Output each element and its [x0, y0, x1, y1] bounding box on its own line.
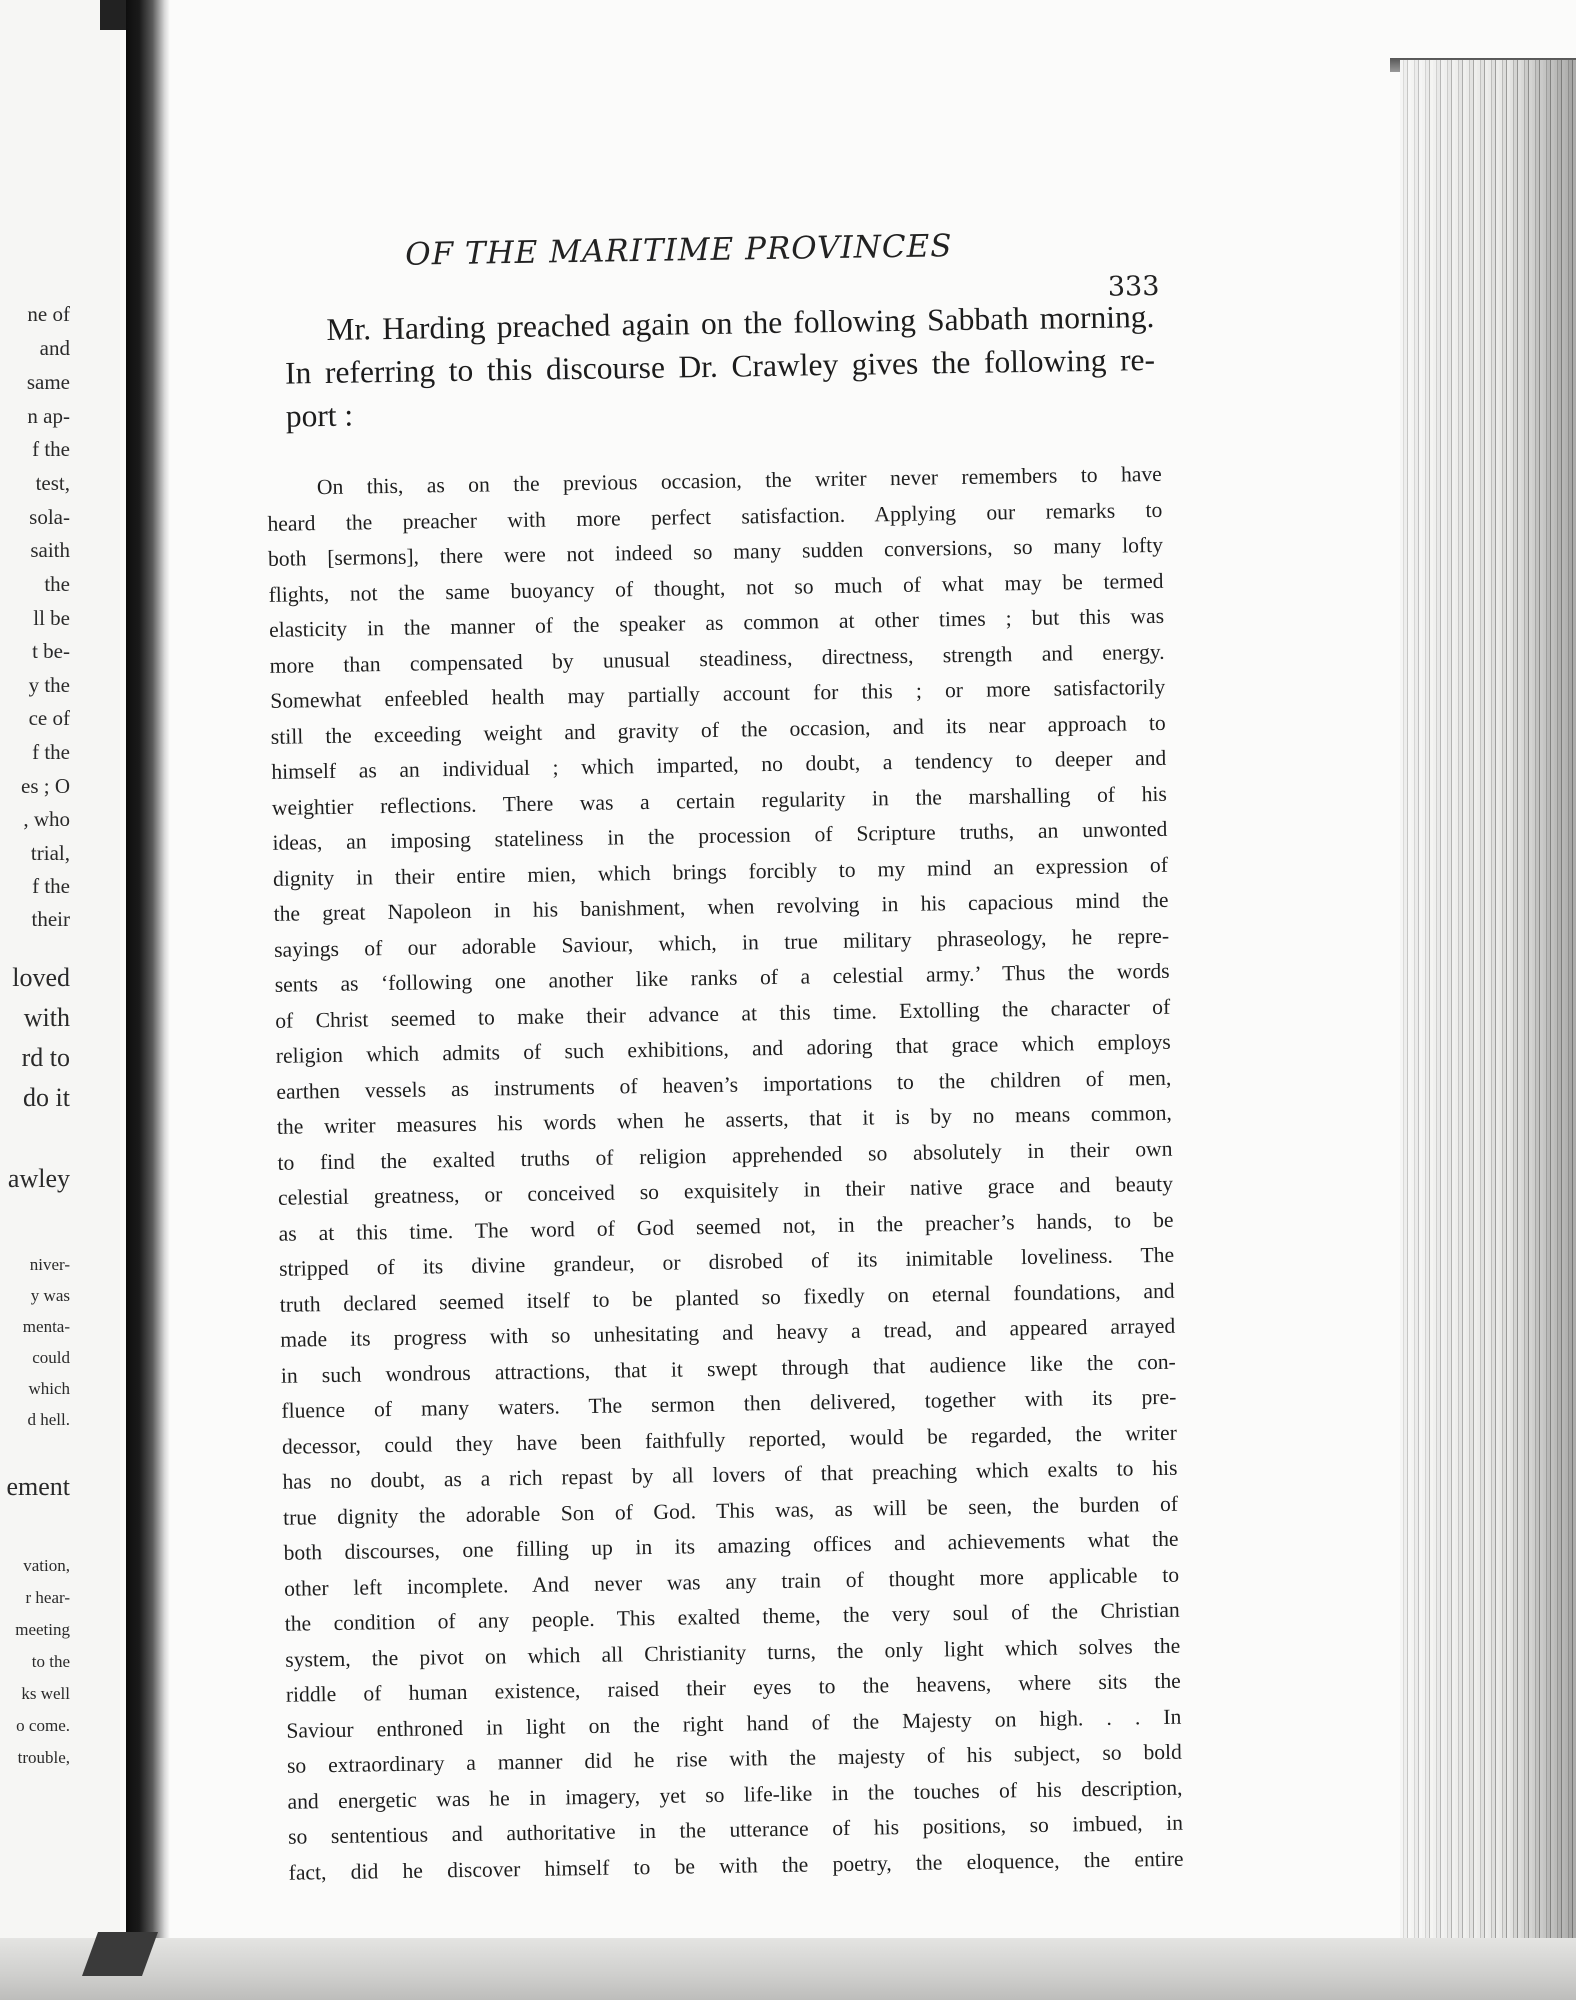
left-page-fragment: meeting	[15, 1620, 70, 1639]
left-page-fragment: their	[31, 907, 70, 931]
left-page-fragment: could	[32, 1348, 70, 1367]
page-number: 333	[1107, 270, 1160, 303]
left-page-fragment: d hell.	[27, 1410, 70, 1429]
book-page-333	[195, 225, 1200, 1885]
quote-line: On this, as on the previous occasion, the writer never remembers to have	[316, 461, 1162, 500]
quote-line: still the exceeding weight and gravity of the occasion, and its near approach to	[270, 710, 1166, 749]
quote-line: flights, not the same buoyancy of thought, not so much of what may be termed	[268, 568, 1164, 607]
page-stack-shade	[1400, 60, 1576, 1960]
quote-line: sayings of our adorable Saviour, which, in true military phraseology, he repre-	[273, 923, 1170, 962]
quote-line: of Christ seemed to make their advance at this time. Extolling the character of	[275, 994, 1171, 1033]
left-page-fragment: ks well	[21, 1684, 70, 1703]
left-page-fragment: ne of	[27, 302, 70, 326]
left-page-fragment: saith	[30, 538, 70, 562]
quote-line: himself as an individual ; which imparted, no doubt, a tendency to deeper and	[271, 745, 1167, 784]
quote-line: system, the pivot on which all Christianity turns, the only light which solves the	[285, 1633, 1181, 1672]
left-page-fragment: test,	[35, 471, 70, 495]
quote-line: other left incomplete. And never was any train of thought more applicable to	[284, 1562, 1180, 1601]
quote-line: heard the preacher with more perfect satisfaction. Applying our remarks to	[267, 497, 1163, 536]
quoted-report-paragraph	[267, 457, 1184, 1891]
left-page-fragment: o come.	[16, 1716, 70, 1735]
quote-line: riddle of human existence, raised their eyes to the heavens, where sits the	[285, 1668, 1181, 1707]
quote-line: the great Napoleon in his banishment, when revolving in his capacious mind the	[273, 887, 1169, 926]
intro-paragraph	[284, 295, 1156, 438]
quote-line: to find the exalted truths of religion apprehended so absolutely in their own	[277, 1136, 1173, 1175]
quote-line: fluence of many waters. The sermon then delivered, together with its pre-	[281, 1384, 1177, 1423]
left-page-fragment: y was	[30, 1286, 70, 1305]
quote-line: stripped of its divine grandeur, or disrobed of its inimitable loveliness. The	[278, 1242, 1175, 1281]
left-page-fragment: sola-	[29, 505, 70, 529]
quote-line: so extraordinary a manner did he rise with the majesty of his subject, so bold	[286, 1739, 1183, 1778]
left-page-fragment: vation,	[23, 1556, 70, 1575]
quote-line: the writer measures his words when he asserts, that it is by no means common,	[276, 1100, 1173, 1139]
left-page-fragment: ce of	[28, 706, 70, 730]
left-page-fragment: menta-	[22, 1317, 70, 1336]
left-page-fragment: trial,	[30, 841, 70, 865]
quote-line: ideas, an imposing stateliness in the procession of Scripture truths, an unwonted	[272, 816, 1168, 855]
intro-line: In referring to this discourse Dr. Crawley gives the following re-	[284, 341, 1156, 391]
quote-line: so sententious and authoritative in the utterance of his positions, so imbued, in	[287, 1810, 1184, 1849]
left-page-fragment: ement	[6, 1472, 70, 1501]
left-page-fragment: with	[23, 1003, 70, 1032]
left-page-fragment: and	[39, 336, 70, 360]
quote-line: sents as ‘following one another like ranks of a celestial army.’ Thus the words	[274, 958, 1170, 997]
left-page-fragment: to the	[31, 1652, 70, 1671]
quote-line: Saviour enthroned in light on the right hand of the Majesty on high. . . In	[286, 1704, 1182, 1743]
left-page-fragment: same	[26, 370, 70, 394]
left-page-fragment: r hear-	[25, 1588, 70, 1607]
quote-line: and energetic was he in imagery, yet so life-like in the touches of his description,	[287, 1775, 1183, 1814]
quote-line: both discourses, one filling up in its amazing offices and achievements what the	[283, 1526, 1179, 1565]
quote-line: dignity in their entire mien, which brings forcibly to my mind an expression of	[272, 852, 1169, 891]
left-page-fragment: trouble,	[17, 1748, 70, 1767]
quote-line: elasticity in the manner of the speaker as common at other times ; but this was	[268, 603, 1165, 642]
left-page-fragment: ll be	[33, 606, 70, 630]
quote-line: decessor, could they have been faithfully reported, would be regarded, the writer	[281, 1420, 1178, 1459]
left-page-fragment: loved	[12, 963, 70, 992]
quote-line: as at this time. The word of God seemed not, in the preacher’s hands, to be	[278, 1207, 1174, 1246]
left-page-fragment: t be-	[32, 639, 70, 663]
left-page-fragment: which	[28, 1379, 70, 1398]
quote-line: earthen vessels as instruments of heaven’s importations to the children of men,	[276, 1065, 1172, 1104]
quote-line: true dignity the adorable Son of God. This was, as will be seen, the burden of	[282, 1491, 1179, 1530]
left-page-fragment: the	[44, 572, 70, 596]
quote-line: has no doubt, as a rich repast by all lovers of that preaching which exalts to his	[282, 1455, 1178, 1494]
quote-line: truth declared seemed itself to be planted so fixedly on eternal foundations, and	[279, 1278, 1175, 1317]
scan-bottom-edge	[0, 1938, 1576, 2000]
quote-line: weightier reflections. There was a certain regularity in the marshalling of his	[271, 781, 1167, 820]
quote-line: both [sermons], there were not indeed so many sudden conversions, so many lofty	[267, 532, 1164, 571]
running-head: OF THE MARITIME PROVINCES	[404, 228, 953, 273]
left-page-fragment: rd to	[21, 1043, 70, 1072]
quote-line: fact, did he discover himself to be with the poetry, the eloquence, the entire	[288, 1846, 1184, 1885]
left-facing-page	[0, 0, 120, 1940]
left-page-fragment: do it	[23, 1083, 70, 1112]
quote-line: in such wondrous attractions, that it swept through that audience like the con-	[280, 1349, 1176, 1388]
left-page-fragment: awley	[7, 1164, 70, 1193]
quote-line: religion which admits of such exhibitions, and adoring that grace which employs	[275, 1029, 1171, 1068]
book-gutter-shadow	[126, 0, 170, 1960]
quote-line: more than compensated by unusual steadiness, directness, strength and energy.	[269, 639, 1165, 678]
left-page-fragment: f the	[32, 874, 70, 898]
left-page-fragment: , who	[23, 807, 70, 831]
quote-line: the condition of any people. This exalted theme, the very soul of the Christian	[284, 1597, 1180, 1636]
left-page-fragment: y the	[28, 673, 70, 697]
intro-line: port :	[285, 397, 354, 434]
left-page-fragment: n ap-	[27, 404, 70, 428]
quote-line: made its progress with so unhesitating and heavy a tread, and appeared arrayed	[280, 1313, 1176, 1352]
left-page-fragment: f the	[32, 740, 70, 764]
quote-line: celestial greatness, or conceived so exquisitely in their native grace and beauty	[277, 1171, 1174, 1210]
left-page-fragment: niver-	[29, 1255, 70, 1274]
intro-line: Mr. Harding preached again on the following Sabbath morning.	[326, 298, 1155, 347]
quote-line: Somewhat enfeebled health may partially account for this ; or more satisfactorily	[270, 674, 1166, 713]
left-page-fragment: f the	[32, 437, 70, 461]
left-page-fragment: es ; O	[21, 774, 70, 798]
